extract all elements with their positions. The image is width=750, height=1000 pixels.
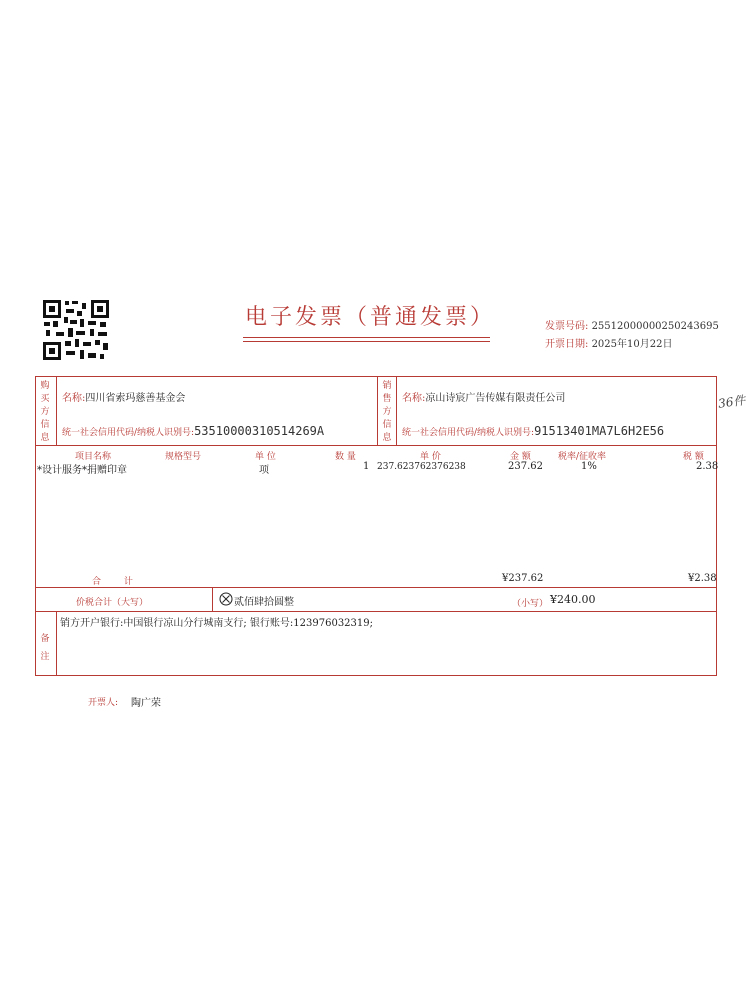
invoice-number-label: 发票号码: — [545, 321, 589, 332]
buyer-tax-row — [62, 420, 324, 439]
row-rate: 1% — [581, 461, 597, 472]
seller-tax-id: 91513401MA7L6H2E56 — [534, 424, 665, 438]
divider — [35, 445, 717, 446]
total-tax: ¥2.38 — [688, 573, 717, 584]
header-rate: 税率/征收率 — [558, 452, 607, 462]
header-unit: 单 位 — [255, 452, 276, 462]
seller-side-label: 销 售 方 信 息 — [382, 381, 392, 443]
title-underline-thin — [243, 341, 490, 342]
buyer-name: 四川省索玛慈善基金会 — [85, 393, 186, 404]
seller-name-label: 名称: — [402, 393, 426, 404]
row-price: 237.623762376238 — [377, 462, 466, 472]
buyer-side-label: 购 买 方 信 息 — [40, 381, 50, 443]
buyer-name-label: 名称: — [62, 393, 86, 404]
total-words: 贰佰肆拾圆整 — [234, 597, 294, 608]
issue-date-label: 开票日期: — [545, 339, 589, 350]
invoice-number: 25512000000250243695 — [591, 321, 719, 332]
remarks-side-label: 备 注 — [40, 634, 50, 662]
divider — [212, 587, 213, 611]
seller-name-row — [402, 389, 565, 404]
divider — [377, 376, 378, 445]
qr-code — [42, 299, 110, 361]
issuer-label: 开票人: — [88, 698, 119, 708]
divider — [35, 611, 717, 612]
divider — [56, 611, 57, 676]
total-words-label: 价税合计（大写） — [76, 598, 149, 608]
buyer-name-row — [62, 389, 185, 404]
buyer-tax-label: 统一社会信用代码/纳税人识别号: — [62, 428, 195, 438]
header-item: 项目名称 — [75, 452, 112, 462]
remarks-text: 销方开户银行:中国银行凉山分行城南支行; 银行账号:123976032319; — [60, 618, 374, 629]
row-unit: 项 — [259, 465, 269, 476]
divider — [396, 376, 397, 445]
divider — [56, 376, 57, 445]
row-item: *设计服务*捐赠印章 — [37, 465, 127, 476]
issue-date: 2025年10月22日 — [591, 339, 673, 350]
total-small-label: （小写） — [512, 599, 549, 609]
issuer-name: 陶广荣 — [131, 698, 161, 709]
row-amount: 237.62 — [508, 461, 543, 472]
row-qty: 1 — [363, 461, 370, 472]
handwritten-note: 36件 — [717, 393, 747, 411]
total-label: 合 计 — [92, 577, 143, 587]
invoice-number-row — [545, 317, 719, 332]
buyer-tax-id: 53510000310514269A — [194, 424, 325, 438]
invoice-title: 电子发票（普通发票） — [244, 305, 495, 330]
divider — [35, 587, 717, 588]
issue-date-row — [545, 335, 672, 350]
title-underline — [243, 337, 490, 338]
seller-name: 凉山诗宸广告传媒有限责任公司 — [425, 393, 566, 404]
seller-tax-row — [402, 420, 664, 439]
row-tax: 2.38 — [696, 461, 719, 472]
header-amount: 金 额 — [510, 452, 531, 462]
total-small: ¥240.00 — [550, 593, 596, 606]
header-tax: 税 额 — [683, 452, 704, 462]
header-qty: 数 量 — [335, 452, 356, 462]
seller-tax-label: 统一社会信用代码/纳税人识别号: — [402, 428, 535, 438]
cross-circle-icon — [219, 592, 233, 606]
header-price: 单 价 — [420, 452, 441, 462]
total-amount: ¥237.62 — [502, 573, 544, 584]
header-spec: 规格型号 — [165, 452, 202, 462]
